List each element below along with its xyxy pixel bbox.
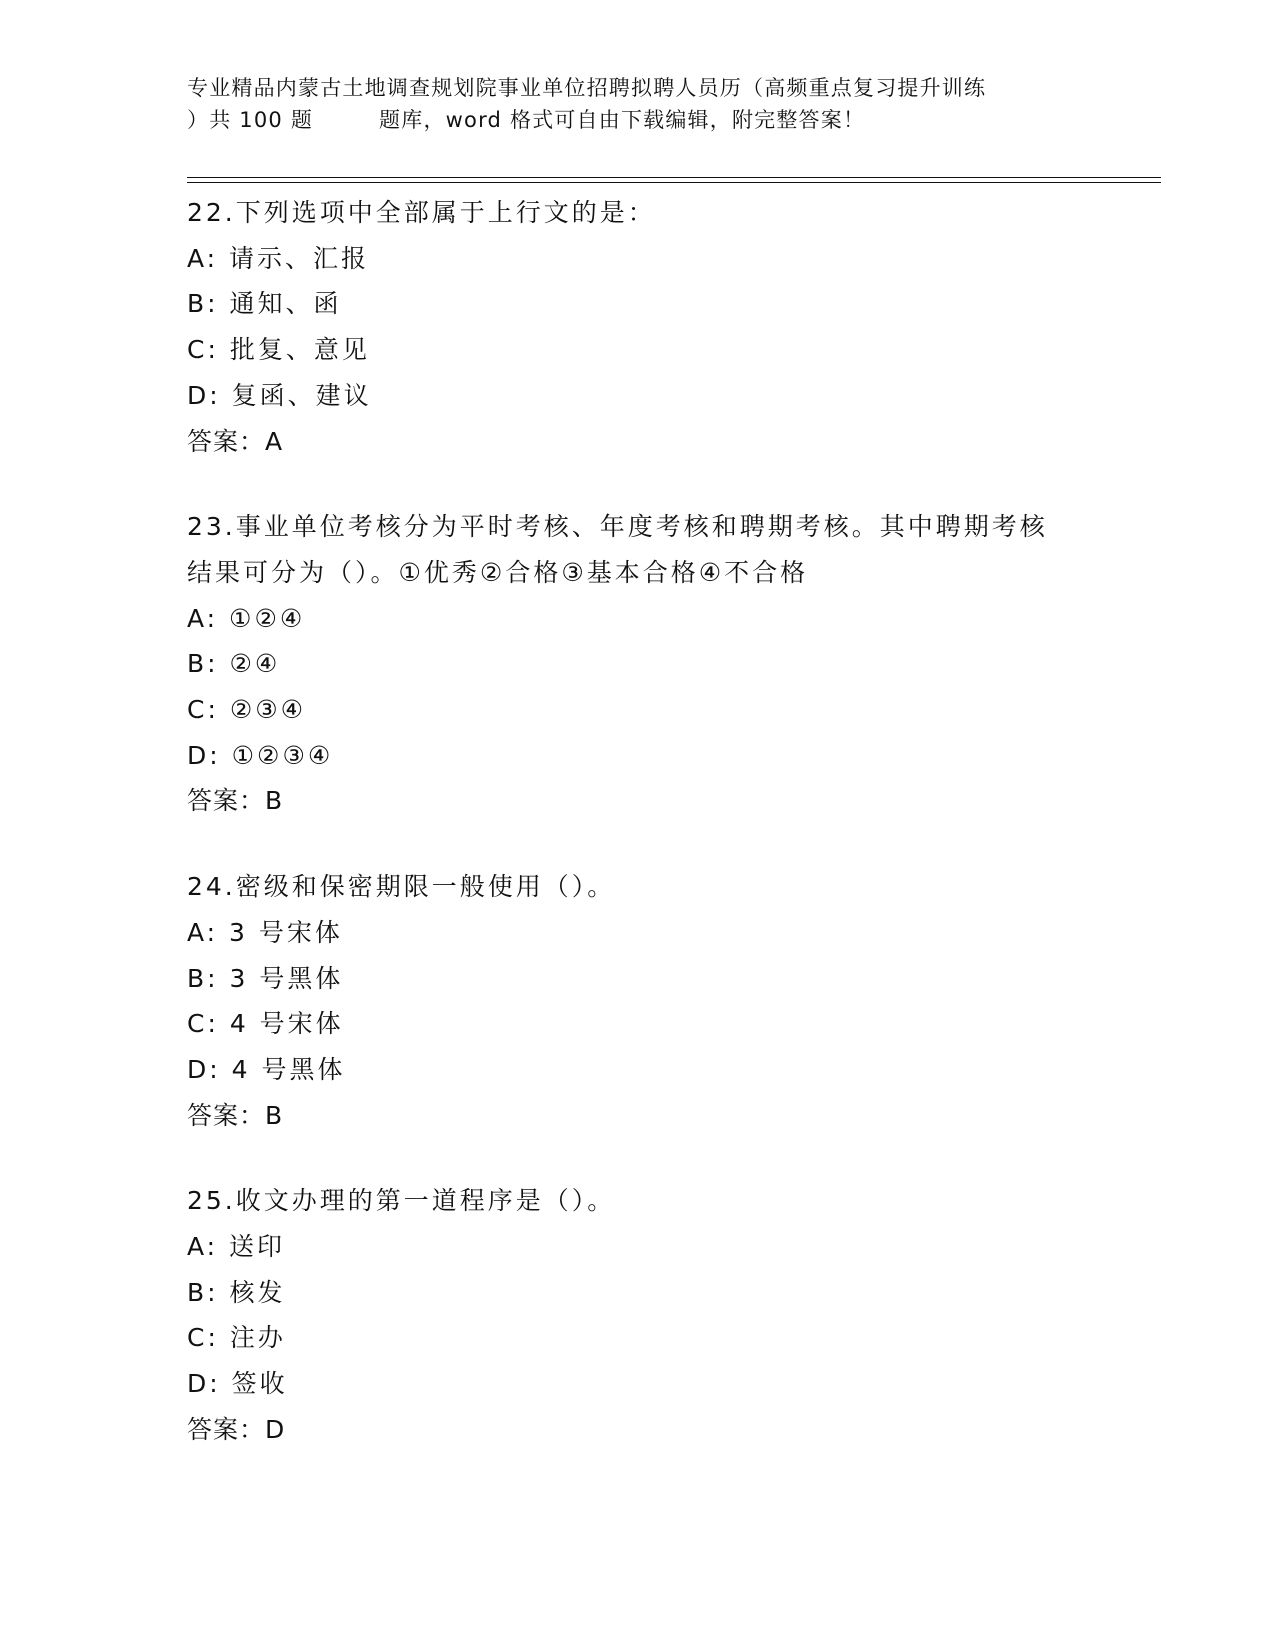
option-b: B: 核发 [187, 1277, 286, 1307]
option-b: B: 通知、函 [187, 289, 342, 319]
option-d: D: 4 号黑体 [187, 1054, 346, 1084]
option-c: C: 4 号宋体 [187, 1009, 344, 1039]
question-stem: 22.下列选项中全部属于上行文的是： [187, 198, 656, 227]
question-stem: 23.事业单位考核分为平时考核、年度考核和聘期考核。其中聘期考核 [187, 512, 1048, 542]
option-a: A: 3 号宋体 [187, 917, 343, 947]
question-stem-continued: 结果可分为（）。①优秀②合格③基本合格④不合格 [187, 557, 809, 587]
option-c: C: 注办 [187, 1323, 286, 1353]
question-stem: 24.密级和保密期限一般使用（）。 [187, 872, 616, 902]
document-header [187, 72, 1087, 136]
answer-label: 答案：B [187, 1100, 284, 1130]
header-divider-top [187, 177, 1161, 178]
option-d: D: ①②③④ [187, 740, 334, 770]
question-25 [187, 1178, 1137, 1452]
header-line-2-left: ）共 100 题 [187, 108, 314, 132]
question-23 [187, 504, 1137, 824]
option-d: D: 签收 [187, 1369, 288, 1399]
option-b: B: ②④ [187, 649, 281, 679]
answer-label: 答案：B [187, 786, 284, 816]
header-line-2 [187, 104, 1087, 136]
header-line-1: 专业精品内蒙古土地调查规划院事业单位招聘拟聘人员历（高频重点复习提升训练 [187, 76, 987, 100]
option-b: B: 3 号黑体 [187, 963, 344, 993]
header-line-2-right: 题库，word 格式可自由下载编辑，附完整答案！ [379, 108, 866, 132]
option-a: A: ①②④ [187, 603, 306, 633]
answer-label: 答案：D [187, 1414, 286, 1444]
option-c: C: 批复、意见 [187, 335, 370, 365]
option-a: A: 送印 [187, 1232, 286, 1262]
question-22 [187, 190, 1137, 464]
question-stem: 25.收文办理的第一道程序是（）。 [187, 1186, 616, 1216]
option-d: D: 复函、建议 [187, 380, 372, 410]
question-24 [187, 864, 1137, 1138]
question-list [187, 190, 1137, 1493]
header-divider-bottom [187, 182, 1161, 183]
option-c: C: ②③④ [187, 695, 307, 725]
answer-label: 答案：A [187, 426, 284, 456]
option-a: A: 请示、汇报 [187, 243, 370, 273]
